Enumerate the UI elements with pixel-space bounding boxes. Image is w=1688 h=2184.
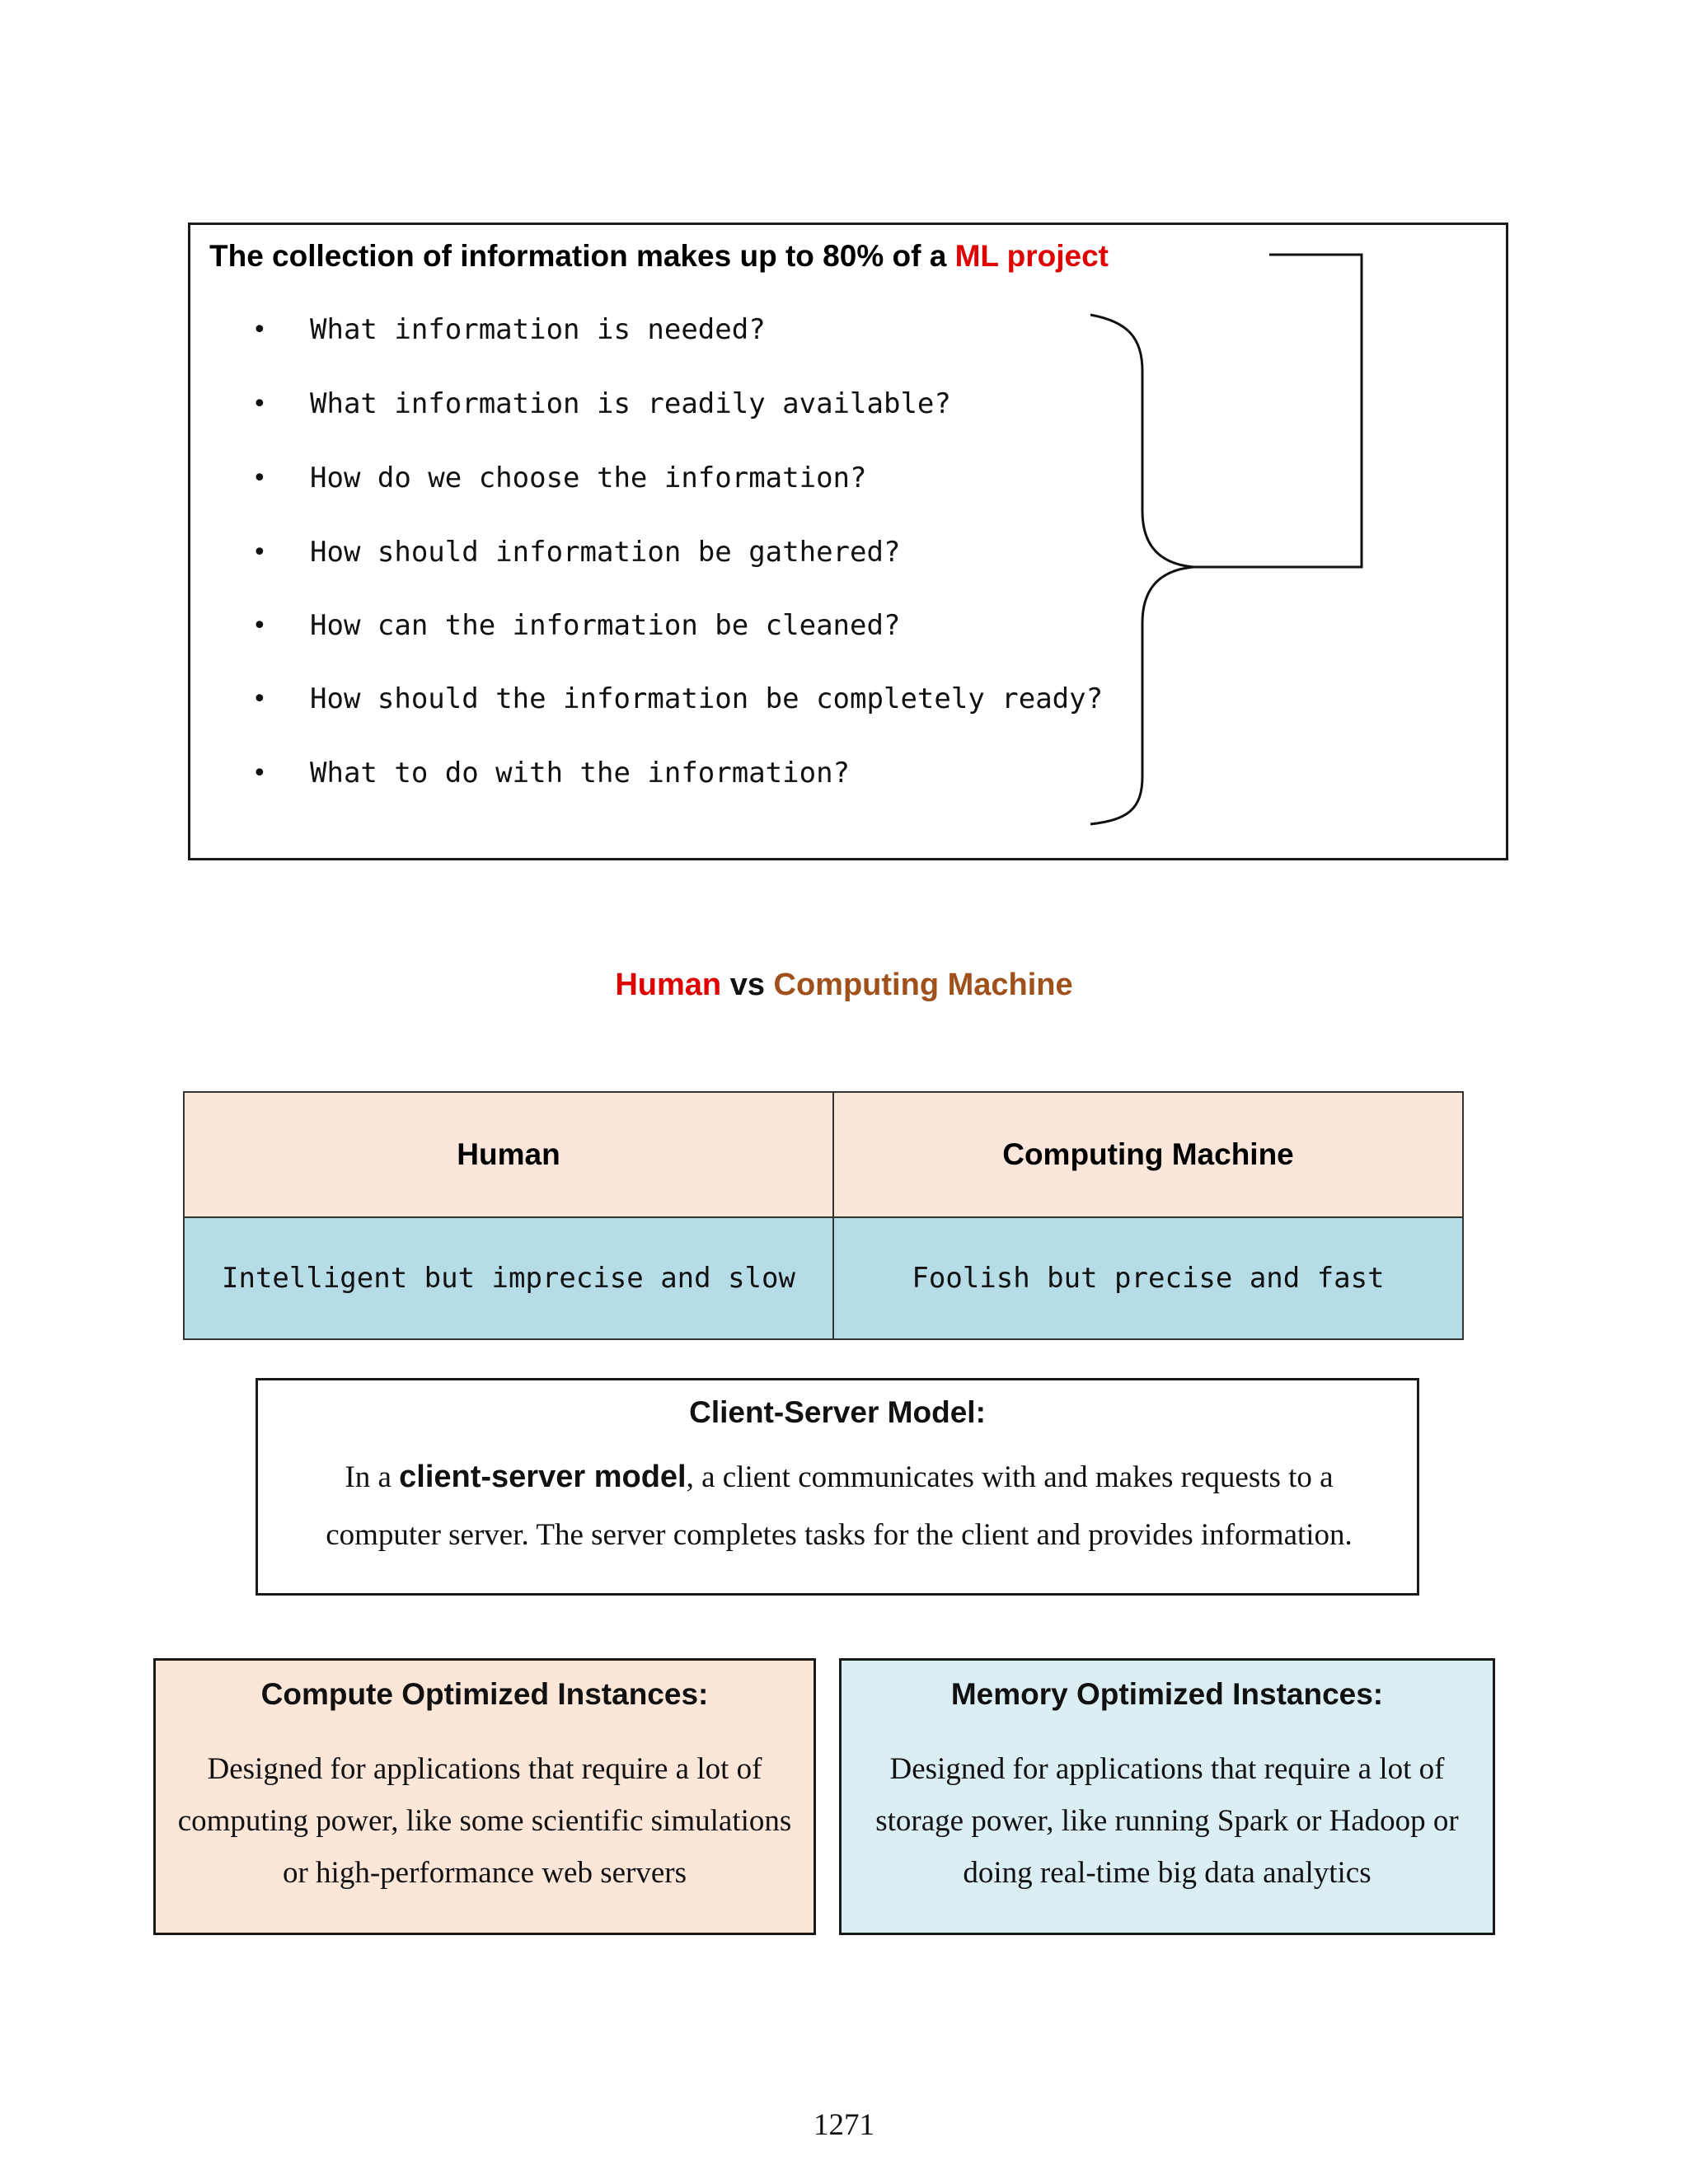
question-text: What information is readily available?	[310, 387, 951, 420]
list-item	[252, 453, 867, 503]
table-header-computing-machine: Computing Machine	[833, 1092, 1463, 1217]
list-item	[252, 674, 1103, 724]
ml-box-title	[209, 236, 1109, 277]
client-server-title: Client-Server Model:	[689, 1395, 986, 1429]
list-item	[252, 305, 766, 354]
table-header-human: Human	[184, 1092, 833, 1217]
compute-optimized-description: Designed for applications that require a lot of computing power, like some scientific simulations or high-performance web servers	[177, 1752, 792, 1890]
bullet-icon: •	[252, 684, 267, 714]
question-text: What information is needed?	[310, 313, 766, 346]
ml-title-accent: ML project	[954, 239, 1109, 273]
memory-optimized-title: Memory Optimized Instances:	[950, 1677, 1384, 1711]
heading-vs: vs	[721, 968, 774, 1002]
question-text: How can the information be cleaned?	[310, 609, 901, 642]
table-cell-computing-machine: Foolish but precise and fast	[833, 1217, 1463, 1339]
compute-optimized-box	[153, 1658, 816, 1935]
bullet-icon: •	[252, 463, 267, 493]
table-cell-human: Intelligent but imprecise and slow	[184, 1217, 833, 1339]
client-server-box	[256, 1378, 1419, 1596]
list-item	[252, 379, 951, 429]
list-item	[252, 748, 850, 798]
cs-body-strong: client-server model	[399, 1460, 687, 1494]
table-row	[184, 1217, 1463, 1339]
page-number: 1271	[814, 2108, 874, 2142]
comparison-heading	[0, 964, 1688, 1005]
question-text: What to do with the information?	[310, 757, 851, 790]
client-server-description	[291, 1448, 1387, 1564]
bullet-icon: •	[252, 758, 267, 788]
cs-body-rest: , a client communicates with and makes requests to a computer server. The server completes tasks for the client and provides information.	[326, 1460, 1353, 1552]
compute-optimized-title: Compute Optimized Instances:	[260, 1677, 709, 1711]
heading-human: Human	[615, 968, 722, 1002]
bullet-icon: •	[252, 611, 267, 640]
question-text: How should information be gathered?	[310, 536, 901, 569]
list-item	[252, 601, 900, 650]
memory-optimized-description: Designed for applications that require a lot of storage power, like running Spark or Hadoop or doing real-time big data analytics	[875, 1752, 1459, 1890]
table-header-row	[184, 1092, 1463, 1217]
heading-computing-machine: Computing Machine	[773, 968, 1073, 1002]
question-text: How should the information be completely ready?	[310, 682, 1104, 715]
cs-body-prefix: In a	[345, 1460, 400, 1494]
bullet-icon: •	[252, 389, 267, 419]
bullet-icon: •	[252, 537, 267, 567]
comparison-table	[183, 1091, 1464, 1340]
list-item	[252, 527, 900, 577]
question-text: How do we choose the information?	[310, 462, 867, 494]
ml-title-prefix: The collection of information makes up to 80% of a	[209, 239, 955, 273]
memory-optimized-box	[839, 1658, 1495, 1935]
bullet-icon: •	[252, 315, 267, 344]
